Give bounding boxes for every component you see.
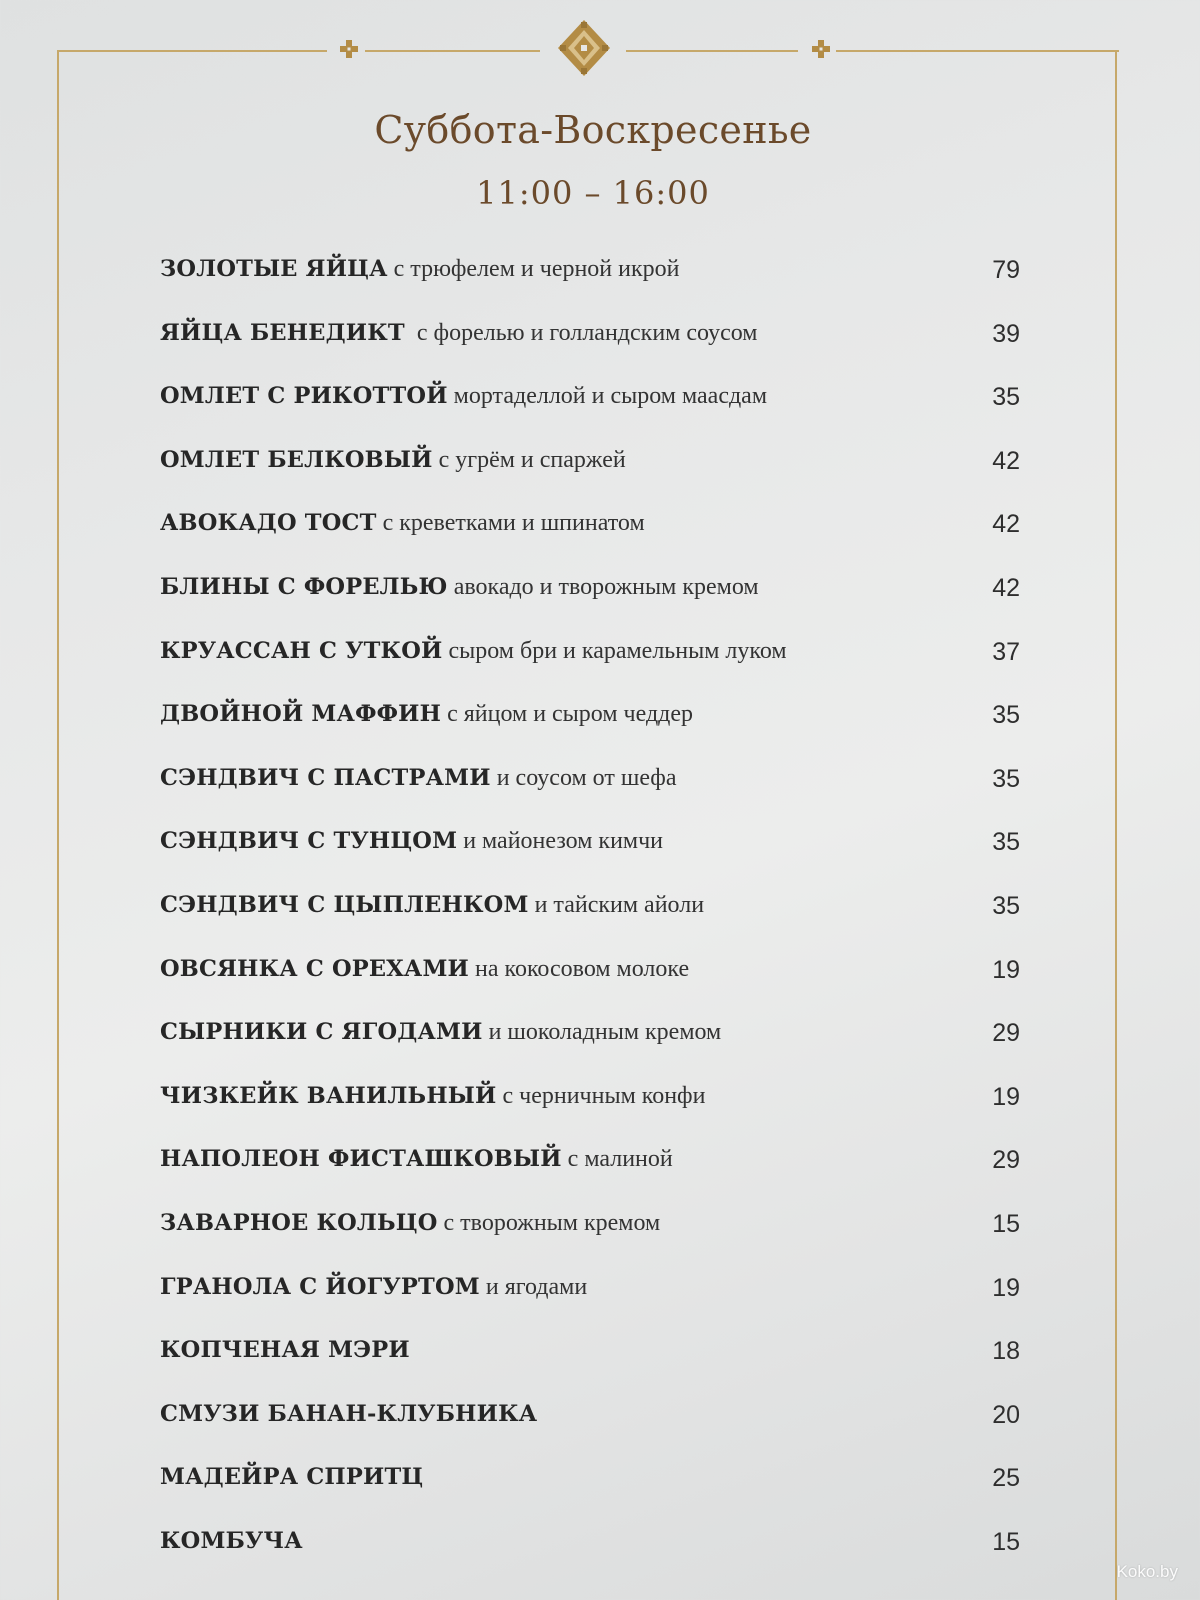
menu-item xyxy=(160,1463,1020,1527)
menu-item xyxy=(160,509,1020,573)
menu-item-price: 29 xyxy=(992,1019,1020,1048)
menu-item-description: с творожным кремом xyxy=(437,1209,661,1236)
menu-item-price: 39 xyxy=(992,319,1020,348)
menu-item-price: 18 xyxy=(992,1337,1020,1366)
menu-item-text xyxy=(160,255,680,284)
menu-item-description: и шоколадным кремом xyxy=(482,1019,722,1046)
service-hours: 11:00 – 16:00 xyxy=(476,174,710,212)
menu-item-text xyxy=(160,382,767,411)
menu-item-price: 15 xyxy=(992,1527,1020,1556)
top-border-line-left xyxy=(57,50,327,52)
menu-item-text xyxy=(160,446,626,475)
menu-item-name: ОВСЯНКА С ОРЕХАМИ xyxy=(160,955,470,982)
menu-item-text xyxy=(160,1463,423,1492)
menu-item-text xyxy=(160,319,757,348)
menu-item-name: ЗАВАРНОЕ КОЛЬЦО xyxy=(160,1209,438,1236)
menu-item-text xyxy=(160,1082,705,1111)
menu-item xyxy=(160,1273,1020,1337)
menu-item-description: с трюфелем и черной икрой xyxy=(387,256,680,282)
menu-item-description: на кокосовом молоке xyxy=(469,955,690,982)
menu-item-price: 35 xyxy=(992,764,1020,793)
menu-item xyxy=(160,255,1020,319)
menu-item-price: 37 xyxy=(992,637,1020,666)
menu-item-price: 79 xyxy=(992,256,1020,284)
menu-item-price: 29 xyxy=(992,1146,1020,1175)
menu-item-description: и ягодами xyxy=(479,1273,588,1300)
menu-item-name: АВОКАДО ТОСТ xyxy=(160,510,377,537)
menu-item-name: ДВОЙНОЙ МАФФИН xyxy=(160,701,442,728)
menu-item xyxy=(160,1527,1020,1591)
menu-item-description: с форелью и голландским соусом xyxy=(404,319,758,346)
menu-item xyxy=(160,764,1020,828)
menu-item-text xyxy=(160,1145,673,1174)
menu-item-name: НАПОЛЕОН ФИСТАШКОВЫЙ xyxy=(160,1146,562,1173)
top-border-line-center-right xyxy=(626,50,798,52)
menu-item-name: БЛИНЫ С ФОРЕЛЬЮ xyxy=(160,573,448,600)
menu-item xyxy=(160,955,1020,1019)
menu-item-name: ЯЙЦА БЕНЕДИКТ xyxy=(160,319,405,346)
menu-item-price: 42 xyxy=(992,510,1020,539)
menu-item xyxy=(160,1400,1020,1464)
menu-item-name: ГРАНОЛА С ЙОГУРТОМ xyxy=(160,1273,480,1300)
menu-item-name: СЭНДВИЧ С ПАСТРАМИ xyxy=(160,764,491,791)
ornament-diamond-icon xyxy=(556,18,612,78)
menu-item-text xyxy=(160,637,787,666)
menu-item-text xyxy=(160,509,645,538)
menu-item-description: с черничным конфи xyxy=(496,1082,706,1109)
menu-item-text xyxy=(160,955,689,984)
menu-item xyxy=(160,1018,1020,1082)
menu-item-text xyxy=(160,827,663,856)
menu-item-description: и тайским айоли xyxy=(528,891,705,918)
menu-item xyxy=(160,382,1020,446)
menu-item-text xyxy=(160,1336,410,1365)
menu-item xyxy=(160,637,1020,701)
menu-item-name: ЧИЗКЕЙК ВАНИЛЬНЫЙ xyxy=(160,1082,497,1109)
menu-item-price: 25 xyxy=(992,1464,1020,1493)
menu-item xyxy=(160,1082,1020,1146)
menu-item-name: ЗОЛОТЫЕ ЯЙЦА xyxy=(160,256,388,282)
menu-item-name: ОМЛЕТ С РИКОТТОЙ xyxy=(160,383,448,410)
menu-item-name: МАДЕЙРА СПРИТЦ xyxy=(160,1464,424,1491)
menu-item-description: мортаделлой и сыром маасдам xyxy=(447,383,768,410)
menu-item-text xyxy=(160,700,693,729)
ornament-cross-icon xyxy=(340,40,358,58)
menu-item-price: 19 xyxy=(992,1082,1020,1111)
menu-item-description: и соусом от шефа xyxy=(490,764,677,791)
menu-item-price: 35 xyxy=(992,828,1020,857)
menu-item-description: авокадо и творожным кремом xyxy=(447,573,759,600)
menu-item-name: КОПЧЕНАЯ МЭРИ xyxy=(160,1337,410,1364)
menu-item-description: и майонезом кимчи xyxy=(457,828,664,855)
menu-item-price: 42 xyxy=(992,446,1020,475)
menu-item xyxy=(160,891,1020,955)
menu-item-text xyxy=(160,1209,660,1238)
menu-item xyxy=(160,319,1020,383)
menu-item-price: 19 xyxy=(992,955,1020,984)
menu-item-description: сыром бри и карамельным луком xyxy=(442,637,787,664)
menu-item-text xyxy=(160,764,676,793)
menu-item-price: 15 xyxy=(992,1209,1020,1238)
menu-list xyxy=(160,255,1020,1590)
menu-item xyxy=(160,1145,1020,1209)
menu-item-text xyxy=(160,1273,587,1302)
menu-item xyxy=(160,573,1020,637)
menu-item-name: СЫРНИКИ С ЯГОДАМИ xyxy=(160,1019,483,1046)
top-border-line-right xyxy=(836,50,1119,52)
menu-item-name: СЭНДВИЧ С ТУНЦОМ xyxy=(160,828,458,855)
menu-item-description: с угрём и спаржей xyxy=(432,446,626,473)
menu-item-text xyxy=(160,1400,537,1429)
menu-item xyxy=(160,1336,1020,1400)
menu-item-name: КОМБУЧА xyxy=(160,1527,303,1554)
menu-item-price: 42 xyxy=(992,573,1020,602)
menu-item-price: 35 xyxy=(992,383,1020,412)
top-border-line-center-left xyxy=(365,50,540,52)
menu-item-text xyxy=(160,891,704,920)
menu-item-name: СЭНДВИЧ С ЦЫПЛЕНКОМ xyxy=(160,891,529,918)
menu-item xyxy=(160,446,1020,510)
menu-item-description: с малиной xyxy=(561,1146,673,1173)
menu-item-name: КРУАССАН С УТКОЙ xyxy=(160,637,443,664)
menu-item-price: 19 xyxy=(992,1273,1020,1302)
menu-title: Суббота-Воскресенье xyxy=(374,108,812,152)
menu-item-description: с яйцом и сыром чеддер xyxy=(441,701,694,728)
menu-item xyxy=(160,700,1020,764)
watermark: Koko.by xyxy=(1116,1562,1178,1581)
menu-item xyxy=(160,827,1020,891)
ornament-cross-icon xyxy=(812,40,830,58)
menu-item-name: СМУЗИ БАНАН-КЛУБНИКА xyxy=(160,1400,538,1427)
menu-item-text xyxy=(160,1018,721,1047)
menu-item xyxy=(160,1209,1020,1273)
menu-item-description: с креветками и шпинатом xyxy=(376,510,645,537)
menu-item-price: 20 xyxy=(992,1400,1020,1429)
menu-item-text xyxy=(160,573,759,602)
menu-item-text xyxy=(160,1527,303,1556)
menu-item-price: 35 xyxy=(992,891,1020,920)
menu-item-name: ОМЛЕТ БЕЛКОВЫЙ xyxy=(160,446,433,473)
menu-item-price: 35 xyxy=(992,701,1020,730)
